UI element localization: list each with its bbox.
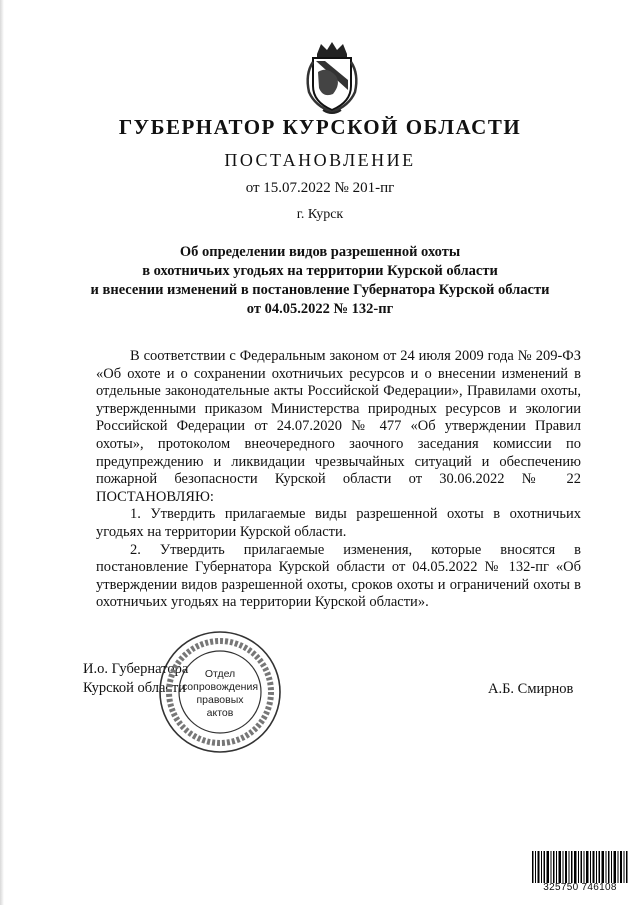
body-paragraph-item-1: 1. Утвердить прилагаемые виды разрешенной охоты в охотничьих угодьях на территории Курской области. [96, 506, 581, 540]
document-date-number: от 15.07.2022 № 201-пг [245, 180, 395, 196]
subject-line: в охотничьих угодьях на территории Курской области [142, 263, 498, 279]
body-paragraph-preamble: В соответствии с Федеральным законом от 24 июля 2009 года № 209-ФЗ «Об охоте и о сохранении охотничьих ресурсов и о внесении изменений в отдельные законодательные акты Российской Федерации», Правилами охоты, утвержденными приказом Министерства природных ресурсов и экологии Российской Федерации от 24.07.2020 № 477 «Об утверждении Правил охоты», протоколом внеочередного заочного заседания комиссии по предупреждению и ликвидации чрезвычайных ситуаций и обеспечению пожарной безопасности Курской области от 30.06.2022 № 22 ПОСТАНОВЛЯЮ: [96, 348, 581, 505]
document-type: ПОСТАНОВЛЕНИЕ [224, 150, 416, 170]
document-city: г. Курск [296, 207, 344, 222]
stamp-line: актов [206, 707, 234, 719]
issuing-authority: ГУБЕРНАТОР КУРСКОЙ ОБЛАСТИ [118, 115, 522, 139]
signatory-position-line: Курской области [83, 680, 186, 696]
stamp-text [180, 668, 260, 720]
stamp-line: сопровождения [181, 681, 259, 693]
document-body [96, 348, 581, 612]
document-subject [60, 243, 580, 319]
barcode-icon [532, 851, 628, 883]
subject-line: Об определении видов разрешенной охоты [179, 244, 461, 260]
subject-line: и внесении изменений в постановление Губернатора Курской области [90, 282, 550, 298]
body-paragraph-item-2: 2. Утвердить прилагаемые изменения, которые вносятся в постановление Губернатора Курской области от 04.05.2022 № 132-пг «Об утверждении видов разрешенной охоты, сроков охоты и ограничений охоты в охотничьих угодьях на территории Курской области». [96, 541, 581, 611]
signatory-position-line: И.о. Губернатора [83, 661, 189, 677]
subject-line: от 04.05.2022 № 132-пг [246, 301, 394, 317]
stamp-line: Отдел [204, 668, 236, 680]
stamp-line: правовых [196, 694, 244, 706]
signatory-name: А.Б. Смирнов [488, 681, 574, 697]
barcode-number: 325750 746108 [543, 882, 617, 893]
coat-of-arms-icon [303, 40, 361, 115]
